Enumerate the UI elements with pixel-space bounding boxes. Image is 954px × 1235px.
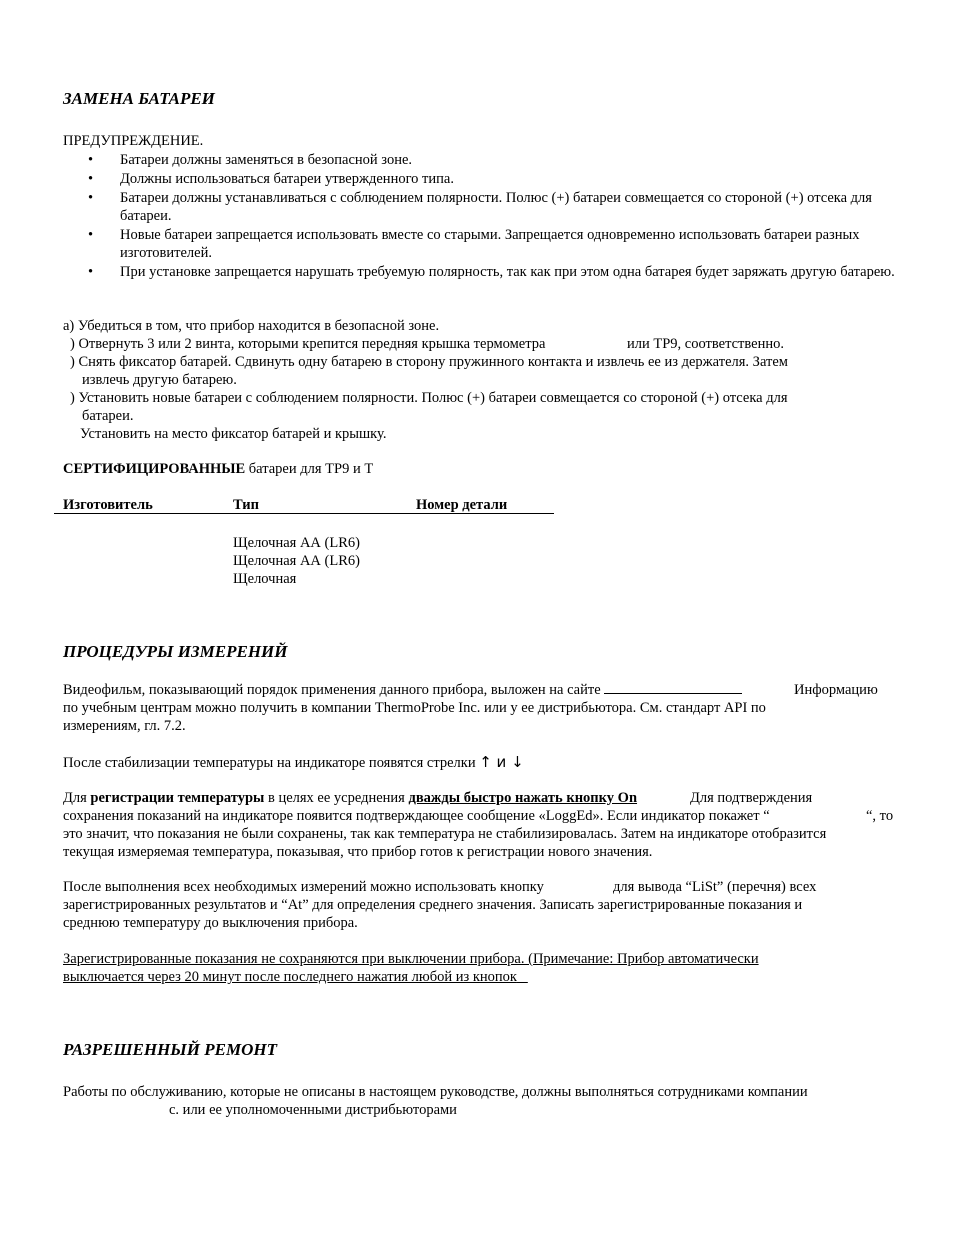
arrows-icon: ↑ и ↓ (479, 753, 524, 771)
table-rule (54, 513, 554, 514)
table-header-part: Номер детали (416, 497, 508, 513)
table-header-type: Тип (233, 497, 260, 513)
list-item: • При установке запрещается нарушать требуемую полярность, так как при этом одна батарея будет заряжать другую батарею. (88, 264, 895, 280)
list-paragraph-line2: зарегистрированных результатов и “At” для определения среднего значения. Записать зарегистрированные показания и (63, 897, 803, 913)
repair-paragraph-line1: Работы по обслуживанию, которые не описаны в настоящем руководстве, должны выполняться сотрудниками компании (63, 1084, 808, 1100)
table-header-manufacturer: Изготовитель (63, 497, 153, 513)
register-paragraph-line1-end: Для подтверждения (690, 790, 813, 806)
note-paragraph-line2: выключается через 20 минут после последнего нажатия любой из кнопок (63, 969, 517, 985)
register-paragraph-line2: сохранения показаний на индикаторе появится подтверждающее сообщение «LoggEd». Если индикатор покажет “ (63, 808, 770, 824)
video-paragraph-line3: измерениям, гл. 7.2. (63, 718, 186, 734)
procedures-heading: ПРОЦЕДУРЫ ИЗМЕРЕНИЙ (63, 642, 288, 661)
list-paragraph-line1: После выполнения всех необходимых измерений можно использовать кнопку (63, 879, 544, 895)
list-item: • Должны использоваться батареи утвержденного типа. (88, 171, 454, 187)
step-b-cont: или TP9, соответственно. (627, 336, 784, 352)
step-c-cont: извлечь другую батарею. (82, 372, 237, 388)
step-d-cont: батареи. (82, 408, 134, 424)
register-paragraph-line1: Для регистрации температуры в целях ее усреднения дважды быстро нажать кнопку On (63, 790, 638, 806)
table-cell-type: Щелочная (233, 571, 297, 587)
warning-list (88, 151, 908, 282)
step-d: ) Установить новые батареи с соблюдением полярности. Полюс (+) батареи совмещается со стороной (+) отсека для (70, 390, 788, 406)
list-paragraph-line1-end: для вывода “LiSt” (перечня) всех (613, 879, 817, 895)
list-paragraph-line3: среднюю температуру до выключения прибора. (63, 915, 358, 931)
repair-paragraph-line2: с. или ее уполномоченными дистрибьюторами (169, 1102, 457, 1118)
register-paragraph-line2-end: “, то (866, 808, 894, 824)
list-item: • Батареи должны устанавливаться с соблюдением полярности. Полюс (+) батареи совмещается со стороной (+) отсека для батареи. (88, 190, 872, 224)
certified-line: СЕРТИФИЦИРОВАННЫЕ батареи для TP9 и T (63, 461, 374, 477)
website-blank (604, 681, 742, 694)
list-item: • Новые батареи запрещается использовать вместе со старыми. Запрещается одновременно использовать батареи разных изготовителей. (88, 227, 860, 261)
register-paragraph-line4: текущая измеряемая температура, показывая, что прибор готов к регистрации нового значения. (63, 844, 653, 860)
table-cell-type: Щелочная АА (LR6) (233, 535, 360, 551)
repair-heading: РАЗРЕШЕННЫЙ РЕМОНТ (63, 1040, 277, 1059)
list-item: • Батареи должны заменяться в безопасной зоне. (88, 152, 413, 168)
video-paragraph-line1: Видеофильм, показывающий порядок применения данного прибора, выложен на сайте (63, 681, 742, 699)
step-e: Установить на место фиксатор батарей и крышку. (80, 426, 387, 442)
video-paragraph-line2: по учебным центрам можно получить в компании ThermoProbe Inc. или у ее дистрибьютора. См. стандарт API по (63, 700, 766, 716)
table-cell-type: Щелочная АА (LR6) (233, 553, 360, 569)
warning-label: ПРЕДУПРЕЖДЕНИЕ. (63, 133, 204, 149)
register-paragraph-line3: это значит, что показания не были сохранены, так как температура не стабилизировалась. Затем на индикаторе отобразится (63, 826, 827, 842)
battery-heading: ЗАМЕНА БАТАРЕИ (63, 89, 215, 108)
step-c: ) Снять фиксатор батарей. Сдвинуть одну батарею в сторону пружинного контакта и извлечь ее из держателя. Затем (70, 354, 788, 370)
video-paragraph-line1-end: Информацию (794, 682, 878, 698)
step-b: ) Отвернуть 3 или 2 винта, которыми крепится передняя крышка термометра (70, 336, 546, 352)
stabilization-paragraph: После стабилизации температуры на индикаторе появятся стрелки ↑ и ↓ (63, 753, 524, 771)
step-a: а) Убедиться в том, что прибор находится в безопасной зоне. (63, 318, 440, 334)
note-paragraph-line1: Зарегистрированные показания не сохраняются при выключении прибора. (Примечание: Прибор автоматически (63, 951, 759, 967)
